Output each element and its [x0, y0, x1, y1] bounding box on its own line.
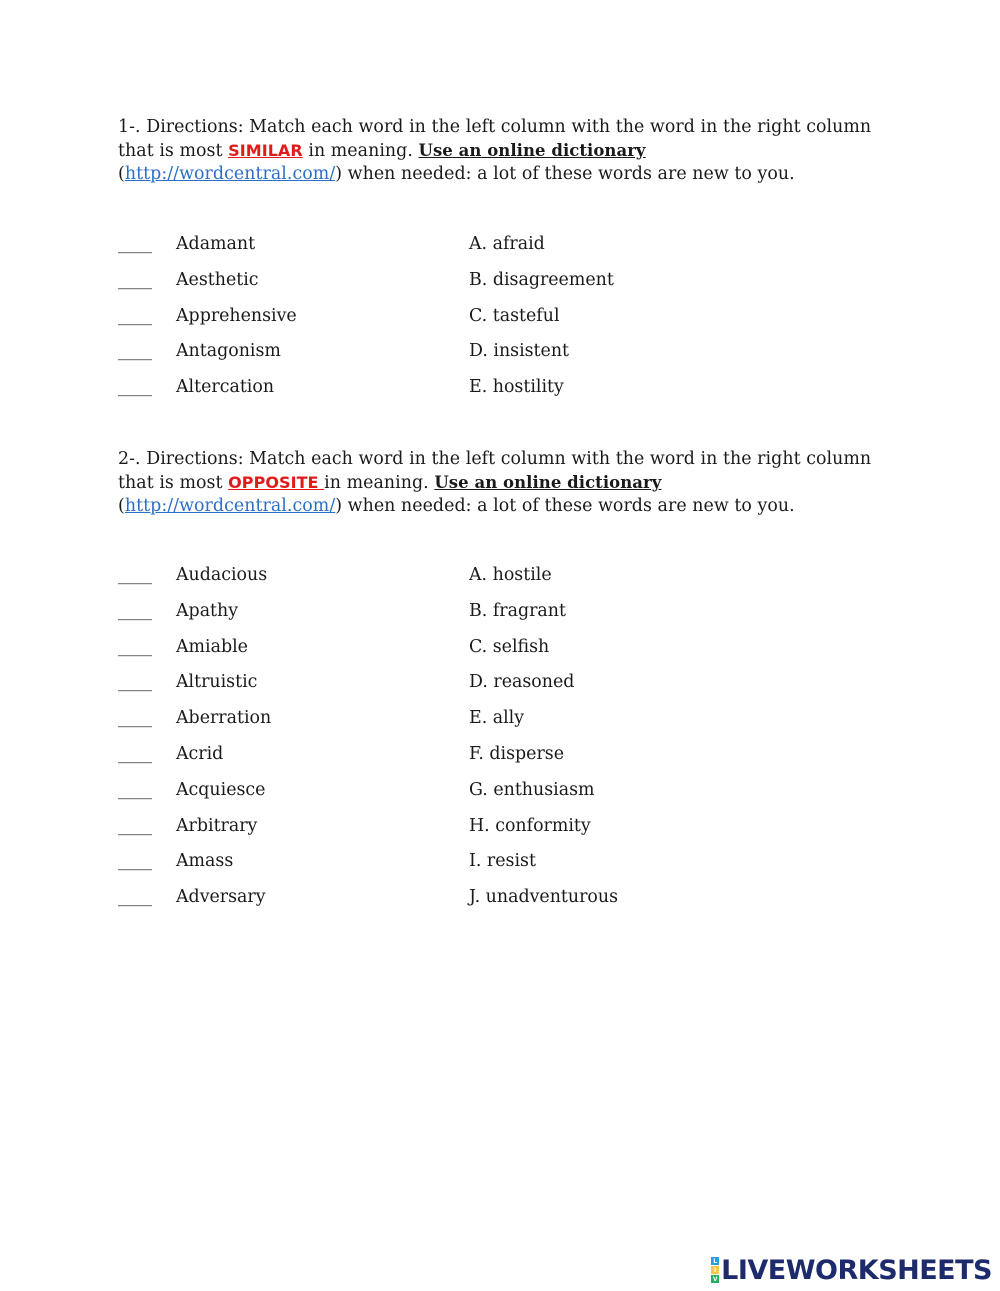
match-word: Adversary [176, 887, 266, 908]
match-option: A. afraid [469, 234, 545, 254]
match-option: B. fragrant [469, 600, 566, 621]
match-word: Altercation [176, 377, 275, 398]
match-row [118, 601, 818, 637]
match-option: J. unadventurous [469, 887, 618, 908]
match-row [118, 708, 818, 744]
match-row [118, 851, 818, 887]
match-word: Apathy [176, 600, 239, 621]
section1-keyword: SIMILAR [228, 141, 303, 160]
match-row [118, 816, 818, 852]
logo-blocks-icon [711, 1257, 719, 1283]
match-row [118, 234, 818, 270]
match-word: Antagonism [176, 341, 281, 362]
match-word: Adamant [176, 234, 256, 254]
match-option: F. disperse [469, 743, 564, 764]
answer-blank[interactable]: ____ [118, 887, 152, 908]
match-row [118, 637, 818, 673]
match-option: C. selfish [469, 636, 550, 657]
answer-blank[interactable]: ____ [118, 672, 152, 693]
answer-blank[interactable]: ____ [118, 269, 152, 290]
answer-blank[interactable]: ____ [118, 600, 152, 621]
section1-dictionary-hint: Use an online dictionary [418, 141, 646, 160]
match-word: Aberration [176, 708, 272, 729]
match-word: Audacious [176, 565, 268, 585]
section2-directions-text-2: in meaning. [324, 473, 435, 493]
answer-blank[interactable]: ____ [118, 851, 152, 872]
answer-blank[interactable]: ____ [118, 708, 152, 729]
section2-directions-text-3: ) when needed: a lot of these words are new to you. [335, 496, 795, 516]
section2-paren: ( [118, 496, 125, 516]
section2-match-list [118, 565, 818, 923]
match-row [118, 377, 818, 413]
match-option: H. conformity [469, 815, 591, 836]
answer-blank[interactable]: ____ [118, 305, 152, 326]
match-word: Altruistic [176, 672, 258, 693]
section1-directions [118, 116, 878, 186]
match-row [118, 270, 818, 306]
answer-blank[interactable]: ____ [118, 779, 152, 800]
match-option: E. hostility [469, 377, 564, 398]
match-row [118, 744, 818, 780]
answer-blank[interactable]: ____ [118, 377, 152, 398]
answer-blank[interactable]: ____ [118, 234, 152, 254]
logo-block: V [712, 1275, 718, 1283]
match-word: Amass [176, 851, 234, 872]
answer-blank[interactable]: ____ [118, 815, 152, 836]
answer-blank[interactable]: ____ [118, 636, 152, 657]
match-word: Aesthetic [176, 269, 259, 290]
section1-paren: ( [118, 164, 125, 184]
answer-blank[interactable]: ____ [118, 565, 152, 585]
match-word: Apprehensive [176, 305, 297, 326]
match-word: Acquiesce [176, 779, 266, 800]
logo-block: L [711, 1257, 719, 1265]
section2-keyword: OPPOSITE [228, 473, 325, 492]
section2-directions-text: 2-. Directions: Match each word in the left column with the word in the right column that is most [118, 449, 872, 493]
match-row [118, 341, 818, 377]
section1-dictionary-link[interactable]: http://wordcentral.com/ [124, 164, 336, 184]
match-option: E. ally [469, 708, 525, 729]
liveworksheets-logo [711, 1255, 992, 1285]
section2-dictionary-hint: Use an online dictionary [434, 473, 662, 492]
match-row [118, 565, 818, 601]
match-option: G. enthusiasm [469, 779, 595, 800]
match-row [118, 887, 818, 923]
match-row [118, 672, 818, 708]
match-option: C. tasteful [469, 305, 560, 326]
match-option: I. resist [469, 851, 536, 872]
match-row [118, 306, 818, 342]
answer-blank[interactable]: ____ [118, 743, 152, 764]
answer-blank[interactable]: ____ [118, 341, 152, 362]
section2-directions [118, 448, 878, 518]
section1-match-list [118, 234, 818, 413]
section1-directions-text-3: ) when needed: a lot of these words are new to you. [335, 164, 795, 184]
match-option: D. insistent [469, 341, 570, 362]
section1-directions-text: 1-. Directions: Match each word in the left column with the word in the right column that is most [118, 117, 872, 161]
match-word: Amiable [176, 636, 248, 657]
brand-name: LIVEWORKSHEETS [721, 1254, 992, 1286]
match-option: A. hostile [469, 565, 552, 585]
match-word: Arbitrary [176, 815, 258, 836]
match-word: Acrid [176, 743, 224, 764]
section1-directions-text-2: in meaning. [302, 141, 419, 161]
section2-dictionary-link[interactable]: http://wordcentral.com/ [124, 496, 336, 516]
match-option: B. disagreement [469, 269, 614, 290]
match-option: D. reasoned [469, 672, 575, 693]
logo-block: I [711, 1266, 719, 1274]
match-row [118, 780, 818, 816]
